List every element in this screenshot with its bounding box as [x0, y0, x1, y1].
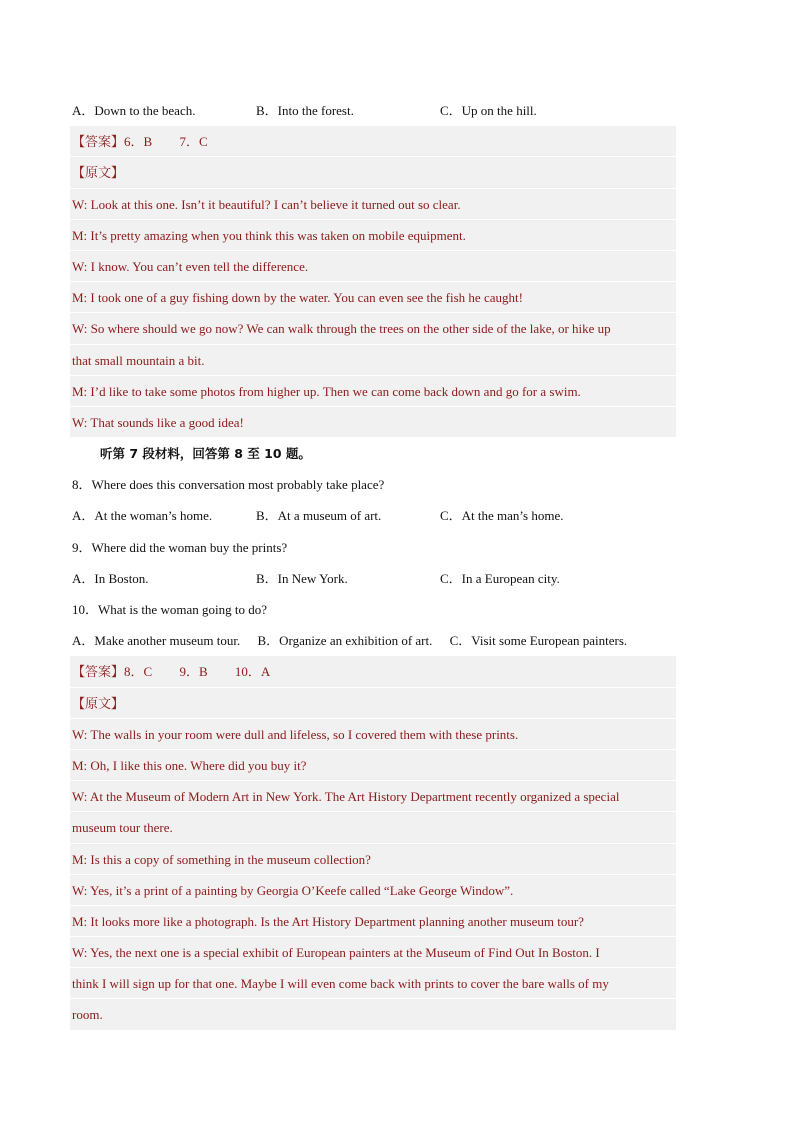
answer-item: 8．C: [124, 664, 153, 680]
transcript-line: museum tour there.: [70, 812, 676, 843]
section-heading: 听第 7 段材料，回答第 8 至 10 题。: [100, 446, 311, 462]
answer-item: 9．B: [179, 664, 208, 680]
transcript-line: W: That sounds like a good idea!: [70, 407, 676, 438]
transcript-line: M: Is this a copy of something in the museum collection?: [70, 844, 676, 875]
transcript-line: M: Oh, I like this one. Where did you buy it?: [70, 750, 676, 781]
option-a: A．Make another museum tour.: [72, 633, 241, 649]
option-a: A．At the woman’s home.: [72, 508, 213, 524]
transcript-line: W: Look at this one. Isn’t it beautiful? I can’t believe it turned out so clear.: [70, 189, 676, 220]
option-a: A．In Boston.: [72, 570, 149, 586]
source-tag-1: 【原文】: [70, 157, 676, 188]
answer-tag: 【答案】: [72, 134, 125, 150]
option-c: C．At the man’s home.: [440, 508, 564, 524]
question-9: 9．Where did the woman buy the prints?: [72, 539, 288, 555]
answer-item: 7．C: [179, 134, 208, 150]
answer-item: 6．B: [124, 134, 153, 150]
option-b: B．Organize an exhibition of art.: [257, 633, 433, 649]
answer-tag: 【答案】: [72, 664, 125, 680]
transcript-line: M: It’s pretty amazing when you think this was taken on mobile equipment.: [70, 220, 676, 251]
option-b: B．In New York.: [256, 570, 348, 586]
option-a: A．Down to the beach.: [72, 103, 196, 118]
option-c: C．Visit some European painters.: [449, 633, 628, 649]
transcript-line: that small mountain a bit.: [70, 345, 676, 376]
answer-row-2: [70, 656, 676, 687]
transcript-line: M: I took one of a guy fishing down by the water. You can even see the fish he caught!: [70, 282, 676, 313]
transcript-line: think I will sign up for that one. Maybe I will even come back with prints to cover the bare walls of my: [70, 968, 676, 999]
answer-row-1: [70, 126, 676, 157]
transcript-line: M: It looks more like a photograph. Is the Art History Department planning another museum tour?: [70, 906, 676, 937]
options-row-q7: [70, 95, 676, 126]
transcript-line: W: Yes, it’s a print of a painting by Georgia O’Keefe called “Lake George Window”.: [70, 875, 676, 906]
question-10: 10．What is the woman going to do?: [72, 602, 267, 617]
transcript-line: W: So where should we go now? We can walk through the trees on the other side of the lake, or hike up: [70, 313, 676, 344]
transcript-line: M: I’d like to take some photos from higher up. Then we can come back down and go for a swim.: [70, 376, 676, 407]
transcript-line: room.: [70, 999, 676, 1030]
question-8: 8．Where does this conversation most probably take place?: [72, 477, 385, 493]
options-row-q9: [70, 563, 676, 594]
transcript-line: W: Yes, the next one is a special exhibit of European painters at the Museum of Find Out In Boston. I: [70, 937, 676, 968]
source-tag-2: 【原文】: [70, 688, 676, 719]
transcript-line: W: The walls in your room were dull and lifeless, so I covered them with these prints.: [70, 719, 676, 750]
options-row-q10: [70, 625, 676, 656]
option-c: C．In a European city.: [440, 570, 560, 586]
transcript-line: W: At the Museum of Modern Art in New York. The Art History Department recently organized a special: [70, 781, 676, 812]
option-b: B．Into the forest.: [256, 103, 354, 118]
option-c: C．Up on the hill.: [440, 103, 537, 118]
transcript-line: W: I know. You can’t even tell the difference.: [70, 251, 676, 282]
answer-item: 10．A: [234, 664, 271, 680]
option-b: B．At a museum of art.: [256, 508, 382, 524]
document-page: [70, 95, 676, 1031]
options-row-q8: [70, 500, 676, 531]
